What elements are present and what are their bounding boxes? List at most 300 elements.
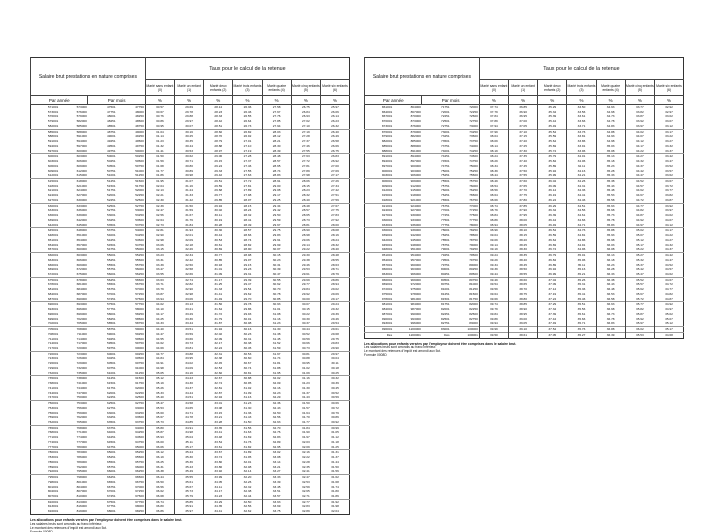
monthly-from: 81001 [441,287,450,292]
monthly-from: 77751 [441,222,450,227]
rate-0-children: 38.84 [479,213,508,218]
annual-to: 903000 [410,168,421,173]
rate-6-children: 33.92 [654,203,683,208]
rate-0-children: 39.14 [479,243,508,248]
rate-3-children: 35.61 [567,312,596,317]
rate-6-children: 29.32 [320,307,349,312]
percent-header: % [654,96,683,105]
rate-1-child: 34.85 [175,420,204,425]
rate-2-children: 28.51 [204,124,233,129]
rate-5-children: 32.83 [291,504,320,509]
table-row [31,327,350,332]
rate-5-children: 33.97 [625,124,654,129]
rate-6-children: 28.00 [320,223,349,228]
rate-2-children: 35.84 [538,159,567,164]
rate-0-children: 39.94 [479,321,508,326]
rate-2-children: 29.51 [204,179,233,184]
monthly-to: 55250 [117,253,146,258]
monthly-from: 67501 [88,499,117,504]
rate-5-children: 31.57 [291,406,320,411]
rate-5-children: 35.37 [625,263,654,268]
annual-from: 795001 [31,475,60,480]
annual-to: 966000 [410,271,421,276]
monthly-to: 63500 [135,415,144,420]
annual-from: 603001 [47,159,59,164]
annual-from: 594001 [47,143,59,148]
annual-to: 963000 [410,267,421,272]
rate-0-children: 37.94 [479,124,508,129]
monthly-from: 61251 [88,376,117,381]
monthly-to: 52750 [117,203,146,208]
rate-4-children: 33.57 [262,494,291,499]
rate-0-children: 30.57 [145,105,174,110]
rate-0-children: 34.33 [145,321,174,326]
rate-4-children: 29.34 [262,203,291,208]
annual-to: 756000 [76,405,87,410]
table-row [365,321,684,326]
rate-4-children: 32.95 [262,445,291,450]
rate-2-children: 30.93 [204,263,233,268]
rate-5-children: 34.22 [625,149,654,154]
monthly-from: 55501 [107,262,116,267]
table-row [31,509,350,514]
rate-6-children: 29.68 [320,332,349,337]
annual-from: 963001 [381,271,393,276]
rate-2-children: 31.72 [204,312,233,317]
monthly-from: 64001 [107,430,116,435]
rate-3-children: 27.19 [233,149,262,154]
rate-5-children: 34.47 [625,173,654,178]
rate-5-children: 31.02 [291,366,320,371]
rate-4-children: 33.08 [262,455,291,460]
rate-0-children: 39.39 [479,267,508,272]
rate-5-children: 28.90 [291,228,320,233]
rate-0-children: 33.63 [145,277,174,282]
rate-3-children: 31.82 [233,445,262,450]
rate-1-child: 37.30 [509,149,538,154]
rate-5-children: 29.53 [291,267,320,272]
rate-6-children: 34.82 [654,292,683,297]
annual-from: 756001 [47,410,59,415]
rate-0-children: 35.87 [145,430,174,435]
percent-header: % [509,96,538,105]
annual-to: 864000 [410,105,421,109]
rate-3-children: 28.49 [233,223,262,228]
rate-0-children: 34.10 [145,307,174,312]
monthly-to: 51000 [135,168,144,173]
rate-0-children: 31.95 [145,179,174,184]
annual-to: 870000 [410,114,421,119]
rate-0-children: 34.91 [145,361,174,366]
rate-5-children: 32.28 [291,460,320,465]
monthly-from: 62751 [107,405,116,410]
annual-from: 747001 [47,395,59,400]
monthly-to: 60750 [135,361,144,366]
children-category-header: Marié quatre enfants (4) [262,80,291,96]
annual-to: 642000 [76,217,87,222]
monthly-from: 62501 [88,401,117,406]
rate-1-child: 29.78 [175,110,204,115]
rate-6-children: 28.94 [320,282,349,287]
rate-1-child: 31.42 [175,198,204,203]
monthly-to: 47750 [135,105,144,109]
rate-2-children: 32.60 [204,371,233,376]
annual-from: 978001 [381,296,393,301]
rate-5-children: 32.09 [291,445,320,450]
rate-5-children: 31.90 [291,430,320,435]
rate-4-children: 33.51 [262,489,291,494]
rate-1-child: 38.55 [509,272,538,277]
tax-table-page-right [364,57,684,358]
rate-1-child: 30.44 [175,144,204,149]
rate-4-children: 30.62 [262,282,291,287]
rate-3-children: 30.95 [233,381,262,386]
rate-3-children: 27.63 [233,173,262,178]
rate-3-children: 35.71 [567,321,596,326]
monthly-to: 66750 [135,479,144,484]
annual-to: 888000 [410,143,421,148]
monthly-from: 53751 [88,228,117,233]
rate-5-children: 32.35 [291,465,320,470]
rate-4-children: 33.27 [262,469,291,474]
rate-5-children: 34.12 [625,139,654,144]
monthly-to: 73250 [451,129,480,134]
rate-5-children: 32.89 [291,509,320,514]
rate-6-children: 30.99 [320,425,349,430]
rate-6-children: 31.18 [320,440,349,445]
annual-from: 807001 [47,494,59,499]
rate-6-children: 31.50 [320,465,349,470]
rate-5-children: 27.55 [291,149,320,154]
monthly-from: 60751 [107,365,116,370]
rate-5-children: 28.32 [291,193,320,198]
rate-3-children: 34.61 [567,213,596,218]
rate-2-children: 31.49 [204,297,233,302]
rate-2-children: 28.60 [204,129,233,134]
rate-4-children: 29.99 [262,243,291,248]
annual-to: 813000 [59,499,88,504]
rate-3-children: 34.01 [567,154,596,159]
rate-0-children: 32.90 [145,233,174,238]
rate-2-children: 31.87 [204,321,233,326]
rate-3-children: 31.69 [233,435,262,440]
monthly-to: 68250 [135,509,144,514]
rate-5-children: 34.57 [625,184,654,189]
rate-2-children: 29.85 [204,198,233,203]
monthly-from: 57001 [107,291,116,296]
monthly-to: 82750 [469,316,478,321]
rate-3-children: 34.71 [567,223,596,228]
monthly-to: 51250 [135,173,144,178]
rate-1-child: 36.85 [509,105,538,110]
rate-5-children: 35.62 [625,287,654,292]
rate-1-child: 38.25 [509,243,538,248]
rate-6-children: 31.68 [320,480,349,485]
annual-from: 693001 [47,307,59,312]
monthly-to: 75250 [469,168,478,173]
monthly-to: 48000 [135,109,144,114]
rate-1-child: 37.80 [509,198,538,203]
rate-1-child: 34.51 [175,395,204,400]
annual-to: 768000 [59,425,88,430]
annual-to: 663000 [59,253,88,258]
monthly-to: 77750 [469,217,478,222]
rate-6-children: 26.14 [320,114,349,119]
table-row [31,173,350,178]
rate-0-children: 34.98 [145,366,174,371]
rate-6-children: 28.40 [320,247,349,252]
rate-0-children: 36.50 [145,480,174,485]
annual-from: 972001 [381,287,393,292]
rate-1-child: 39.00 [509,317,538,322]
rate-0-children: 39.19 [479,247,508,252]
rate-2-children: 36.64 [538,238,567,243]
rate-4-children: 28.65 [262,164,291,169]
rate-1-child: 38.15 [509,233,538,238]
rate-0-children: 39.74 [479,302,508,307]
monthly-from: 56251 [88,277,117,282]
rate-6-children: 27.75 [320,208,349,213]
rate-1-child: 34.65 [175,406,204,411]
rate-1-child: 38.75 [509,292,538,297]
rate-6-children: 33.57 [654,169,683,174]
rate-0-children: 35.19 [145,381,174,386]
annual-to: 912000 [410,183,421,188]
monthly-to: 67250 [135,489,144,494]
rate-2-children: 30.19 [204,218,233,223]
monthly-to: 55500 [135,257,144,262]
rate-4-children: 36.78 [596,317,625,322]
rate-0-children: 35.60 [145,411,174,416]
rate-5-children: 35.17 [625,243,654,248]
rate-3-children: 30.45 [233,346,262,351]
monthly-from: 75251 [441,173,450,178]
rate-4-children: 28.91 [262,179,291,184]
annual-from: 618001 [47,183,59,188]
rate-2-children: 30.85 [204,258,233,263]
monthly-to: 73750 [469,139,478,144]
annual-to: 816000 [76,504,87,509]
rate-5-children: 28.65 [291,213,320,218]
rate-4-children: 29.67 [262,223,291,228]
rate-2-children: 34.23 [204,494,233,499]
monthly-to: 66250 [135,469,144,474]
monthly-from: 63751 [88,425,117,430]
rate-6-children: 34.37 [654,247,683,252]
rate-5-children: 31.43 [291,395,320,400]
monthly-to: 54000 [117,228,146,233]
annual-to: 609000 [76,163,87,168]
rate-6-children: 29.09 [320,292,349,297]
rate-5-children: 34.37 [625,164,654,169]
rate-3-children: 28.98 [233,253,262,258]
rate-0-children: 39.24 [479,253,508,258]
rate-3-children: 27.55 [233,169,262,174]
rate-5-children: 34.27 [625,154,654,159]
rate-4-children: 32.16 [262,386,291,391]
rate-6-children: 34.87 [654,297,683,302]
monthly-from: 82251 [441,311,450,316]
rate-6-children: 31.44 [320,460,349,465]
rate-1-child: 35.04 [175,435,204,440]
annual-to: 684000 [76,287,87,292]
annual-from: 690001 [31,302,60,307]
rate-6-children: 26.83 [320,154,349,159]
rate-5-children: 28.06 [291,179,320,184]
rate-3-children: 33.81 [567,134,596,139]
annual-to: 984000 [393,302,422,307]
rate-2-children: 35.44 [538,119,567,124]
annual-to: 582000 [76,119,87,124]
monthly-from: 48501 [107,123,116,128]
rate-0-children: 33.79 [145,287,174,292]
rate-0-children: 36.12 [145,450,174,455]
monthly-from: 52251 [107,197,116,202]
rate-0-children: 33.39 [145,263,174,268]
annual-from: 648001 [47,233,59,238]
annual-from: 789001 [47,464,59,469]
annual-from: 600001 [31,154,60,159]
rate-0-children: 32.47 [145,208,174,213]
rate-2-children: 29.94 [204,203,233,208]
rate-3-children: 34.51 [567,203,596,208]
monthly-to: 65500 [135,455,144,460]
rate-1-child: 32.98 [175,292,204,297]
rate-2-children: 30.69 [204,247,233,252]
rate-3-children: 31.63 [233,430,262,435]
monthly-from: 53501 [107,222,116,227]
rate-1-child: 37.60 [509,179,538,184]
rate-1-child: 33.36 [175,317,204,322]
monthly-from: 76751 [422,203,451,208]
monthly-from: 81501 [441,296,450,301]
rate-1-child: 38.85 [509,302,538,307]
rate-4-children: 29.75 [262,228,291,233]
monthly-to: 78500 [469,233,478,238]
rate-0-children: 35.33 [145,391,174,396]
rate-1-child: 30.16 [175,129,204,134]
rate-3-children: 32.50 [233,499,262,504]
rate-6-children: 31.31 [320,450,349,455]
monthly-to: 59750 [135,341,144,346]
rate-4-children: 28.03 [262,129,291,134]
monthly-to: 68000 [135,504,144,509]
annual-to: 879000 [393,129,422,134]
rate-0-children: 33.31 [145,258,174,263]
rate-4-children: 36.33 [596,272,625,277]
monthly-from: 67751 [107,504,116,509]
rate-2-children: 29.42 [204,173,233,178]
rate-0-children: 35.80 [145,425,174,430]
rate-6-children: 35.17 [654,327,683,333]
table-row [31,480,350,485]
rate-3-children: 27.01 [233,139,262,144]
annual-to: 789000 [76,459,87,464]
rate-3-children: 34.91 [567,243,596,248]
rate-0-children: 32.81 [145,228,174,233]
table-row [365,238,684,243]
rate-1-child: 30.25 [175,134,204,139]
monthly-from: 48751 [88,129,117,134]
monthly-to: 78250 [451,228,480,233]
annual-from: 762001 [47,420,59,424]
monthly-from: 52751 [107,208,116,213]
annual-to: 621000 [76,183,87,188]
monthly-from: 74251 [422,154,451,159]
monthly-from: 58001 [107,311,116,316]
monthly-to: 54250 [135,233,144,238]
annual-from: 723001 [47,356,59,361]
footnote [364,343,684,359]
rate-5-children: 27.89 [291,169,320,174]
rate-4-children: 35.13 [596,154,625,159]
rate-3-children: 28.15 [233,203,262,208]
monthly-from: 54251 [107,237,116,242]
rate-3-children: 35.41 [567,292,596,297]
rate-5-children: 26.93 [291,114,320,119]
rate-1-child: 38.05 [509,223,538,228]
rate-4-children: 34.63 [596,105,625,110]
rate-0-children: 31.04 [145,129,174,134]
rate-1-child: 31.67 [175,213,204,218]
rate-3-children: 26.64 [233,119,262,124]
monthly-from: 65001 [88,450,117,455]
annual-from: 792001 [47,469,59,474]
rate-3-children: 28.32 [233,213,262,218]
rate-4-children: 28.57 [262,159,291,164]
monthly-to: 67000 [135,484,144,489]
rate-5-children: 30.88 [291,356,320,361]
monthly-from: 51251 [88,179,117,184]
monthly-from: 82501 [441,316,450,321]
annual-from: 921001 [365,203,394,208]
rate-2-children: 35.89 [538,164,567,169]
monthly-from: 78751 [441,242,450,247]
rate-5-children: 35.47 [625,272,654,277]
rate-1-child: 35.85 [175,499,204,504]
rate-2-children: 32.17 [204,341,233,346]
monthly-to: 59500 [135,336,144,341]
rate-3-children: 34.56 [567,208,596,213]
monthly-to: 53750 [135,222,144,227]
monthly-to: 79500 [451,253,480,258]
rate-4-children: 34.93 [596,134,625,139]
rate-1-child: 32.09 [175,238,204,243]
rate-6-children: 35.12 [654,321,683,326]
annual-from: 993001 [381,321,393,326]
rate-6-children: 34.62 [654,272,683,277]
monthly-to: 54500 [135,237,144,242]
rate-3-children: 27.72 [233,179,262,184]
rate-1-child: 34.44 [175,391,204,396]
percent-header: % [625,96,654,105]
rate-6-children: 33.67 [654,179,683,184]
rate-5-children: 29.92 [291,292,320,297]
rate-0-children: 36.56 [145,485,174,490]
rate-5-children: 27.72 [291,159,320,164]
rate-0-children: 37.84 [479,114,508,119]
rate-6-children: 30.72 [320,406,349,411]
rate-5-children: 28.15 [291,184,320,189]
rate-5-children: 32.53 [291,480,320,485]
per-year-header: Par année [31,96,88,105]
children-category-header: Marié cinq enfants (5) [291,80,320,96]
rate-2-children: 33.61 [204,445,233,450]
rate-6-children: 34.12 [654,223,683,228]
monthly-to: 77250 [469,208,478,213]
rate-6-children: 32.04 [320,509,349,514]
annual-to: 630000 [76,197,87,202]
